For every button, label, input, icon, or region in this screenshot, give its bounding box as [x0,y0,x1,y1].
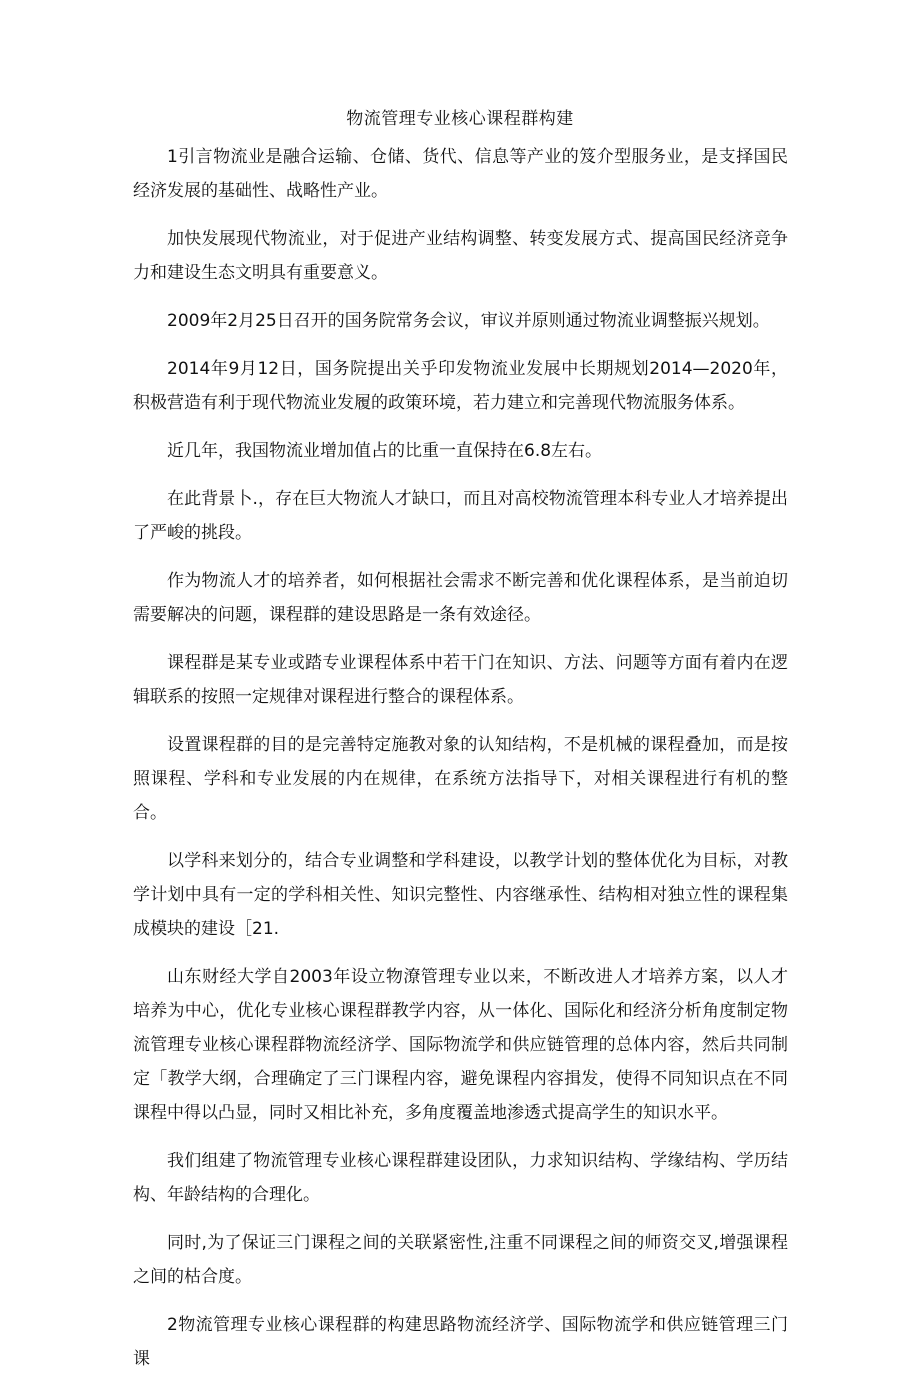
paragraph: 我们组建了物流管理专业核心课程群建设团队，力求知识结构、学缘结构、学历结构、年龄结构的合理化。 [133,1151,788,1205]
paragraph: 2009年2月25日召开的国务院常务会议，审议并原则通过物流业调整振兴规划。 [167,311,770,331]
paragraph: 设置课程群的目的是完善特定施教对象的认知结构，不是机械的课程叠加，而是按照课程、学科和专业发展的内在规律，在系统方法指导下，对相关课程进行有机的整合。 [133,735,788,823]
paragraph: 1引言物流业是融合运输、仓储、货代、信息等产业的笈介型服务业，是支择国民经济发展的基础性、战略性产业。 [133,147,788,201]
paragraph: 以学科来划分的，结合专业调整和学科建设，以教学计划的整体优化为目标，对教学计划中具有一定的学科相关性、知识完整性、内容继承性、结构相对独立性的课程集成模块的建设［21. [133,851,788,939]
paragraph: 作为物流人才的培养者，如何根据社会需求不断完善和优化课程体系，是当前迫切需要解决的问题，课程群的建设思路是一条有效途径。 [133,571,788,625]
paragraph: 在此背景卜.，存在巨大物流人才缺口，而且对高校物流管理本科专业人才培养提出了严峻的挑段。 [133,489,788,543]
paragraph: 2014年9月12日，国务院提出关乎印发物流业发展中长期规划2014—2020年，积极营造有利于现代物流业发履的政策环境，若力建立和完善现代物流服务体系。 [133,359,788,413]
paragraph: 2物流管理专业核心课程群的构建思路物流经济学、国际物流学和供应链管理三门课 [133,1315,788,1369]
paragraph: 课程群是某专业或踏专业课程体系中若干门在知识、方法、问题等方面有着内在逻辑联系的按照一定规律对课程进行整合的课程体系。 [133,653,788,707]
paragraph: 加快发展现代物流业，对于促进产业结构调整、转变发展方式、提高国民经济竞争力和建设生态文明具有重要意义。 [133,229,788,283]
paragraph: 山东财经大学自2003年设立物潦管理专业以来，不断改进人才培养方案，以人才培养为中心，优化专业核心课程群教学内容，从一体化、国际化和经济分析角度制定物流管理专业核心课程群物流经济学、国际物流学和供应链管理的总体内容，然后共同制定「教学大纲，合理确定了三门课程内容，避免课程内容揖发，使得不同知识点在不同课程中得以凸显，同时又相比补充，多角度覆盖地渗透式提高学生的知识水平。 [133,967,788,1123]
paragraph: 近几年，我国物流业增加值占的比重一直保持在6.8左右。 [167,441,603,461]
document-body [133,140,788,1390]
document-title: 物流管理专业核心课程群构建 [346,109,574,129]
paragraph: 同时,为了保证三门课程之间的关联紧密性,注重不同课程之间的师资交叉,增强课程之间的枯合度。 [133,1233,788,1287]
